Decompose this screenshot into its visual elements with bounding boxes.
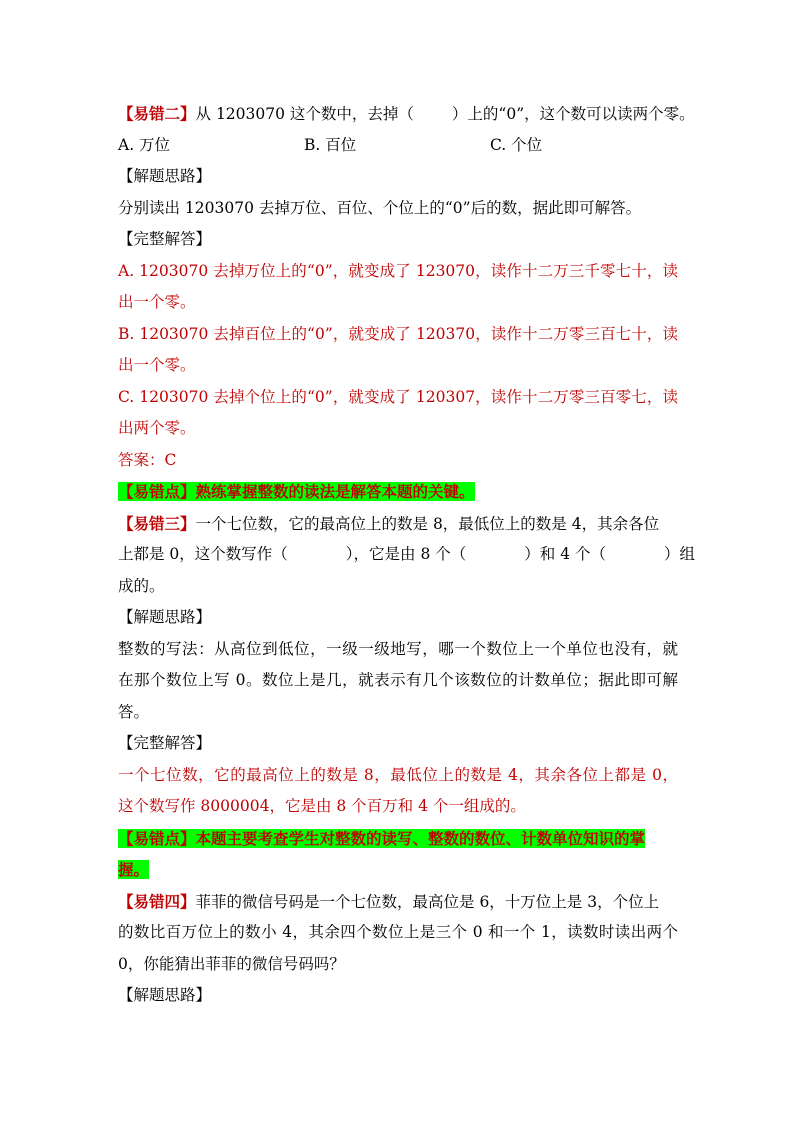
- q3-stem-line1: [118, 508, 678, 540]
- q4-idea-heading: 【解题思路】: [118, 986, 212, 1004]
- q3-idea-line2: 在那个数位上写 0。数位上是几，就表示有几个该数位的计数单位；据此即可解: [118, 671, 678, 689]
- q2-answer-c-line2: 出两个零。: [118, 419, 196, 437]
- q2-final-answer: 答案：C: [118, 450, 177, 469]
- q2-idea-text: 分别读出 1203070 去掉万位、百位、个位上的“0”后的数，据此即可解答。: [118, 198, 642, 217]
- q2-stem-post: ）上的“0”，这个数可以读两个零。: [451, 105, 695, 123]
- q3-stem2-b: ），它是由 8 个（: [345, 545, 467, 563]
- q3-error-point-line1: [118, 823, 678, 855]
- q4-stem1: 菲菲的微信号码是一个七位数，最高位是 6，十万位上是 3，个位上: [195, 892, 660, 911]
- q3-answer-heading: 【完整解答】: [118, 734, 212, 752]
- q4-stem-line1: [118, 886, 678, 918]
- q3-stem1: 一个七位数，它的最高位上的数是 8，最低位上的数是 4，其余各位: [195, 514, 660, 533]
- q3-stem2-c: ）和 4 个（: [524, 545, 606, 563]
- q3-stem2-a: 上都是 0，这个数写作（: [118, 545, 288, 563]
- q2-answer-b-line2: 出一个零。: [118, 356, 196, 374]
- q3-tag: 【易错三】: [118, 513, 196, 533]
- q4-stem-line2: 的数比百万位上的数小 4，其余四个数位上是三个 0 和一个 1，读数时读出两个: [118, 923, 678, 941]
- q3-stem-line2: [118, 539, 695, 571]
- q2-answer-b-line1: B. 1203070 去掉百位上的“0”，就变成了 120370，读作十二万零三百七十，读: [118, 324, 678, 343]
- q3-idea-line3: 答。: [118, 702, 150, 721]
- q2-option-b: B. 百位: [304, 135, 357, 154]
- q2-idea-heading: 【解题思路】: [118, 167, 212, 185]
- q3-error-point-text1: 【易错点】本题主要考查学生对整数的读写、整数的数位、计数单位知识的掌: [118, 828, 646, 848]
- q3-error-point-line2: [118, 854, 678, 886]
- q3-idea-heading: 【解题思路】: [118, 608, 212, 626]
- q2-answer-heading: 【完整解答】: [118, 230, 212, 248]
- q2-stem-pre: 从 1203070 这个数中，去掉（: [195, 105, 414, 123]
- q2-error-point-text: 【易错点】熟练掌握整数的读法是解答本题的关键。: [118, 482, 475, 501]
- q2-answer-a-line1: A. 1203070 去掉万位上的“0”，就变成了 123070，读作十二万三千零七十，读: [118, 261, 678, 280]
- q2-error-point: [118, 476, 678, 508]
- q4-tag: 【易错四】: [118, 891, 196, 911]
- q4-stem-line3: 0，你能猜出菲菲的微信号码吗？: [118, 954, 345, 973]
- document-content: [118, 98, 695, 1012]
- q2-option-a: A. 万位: [118, 135, 171, 154]
- q2-answer-c-line1: C. 1203070 去掉个位上的“0”，就变成了 120307，读作十二万零三百零七，读: [118, 387, 678, 406]
- q2-option-c: C. 个位: [490, 135, 543, 154]
- q3-stem-line3: 成的。: [118, 576, 165, 595]
- q2-stem: [118, 98, 695, 130]
- q3-error-point-text2: 握。: [118, 860, 150, 879]
- q3-answer-line1: 一个七位数，它的最高位上的数是 8，最低位上的数是 4，其余各位上都是 0，: [118, 765, 678, 784]
- q3-idea-line1: 整数的写法：从高位到低位，一级一级地写，哪一个数位上一个单位也没有，就: [118, 639, 678, 658]
- q2-tag: 【易错二】: [118, 104, 196, 123]
- q2-options: [118, 130, 678, 162]
- q3-stem2-d: ）组: [663, 545, 695, 563]
- q3-answer-line2: 这个数写作 8000004，它是由 8 个百万和 4 个一组成的。: [118, 797, 526, 815]
- q2-answer-a-line2: 出一个零。: [118, 293, 196, 311]
